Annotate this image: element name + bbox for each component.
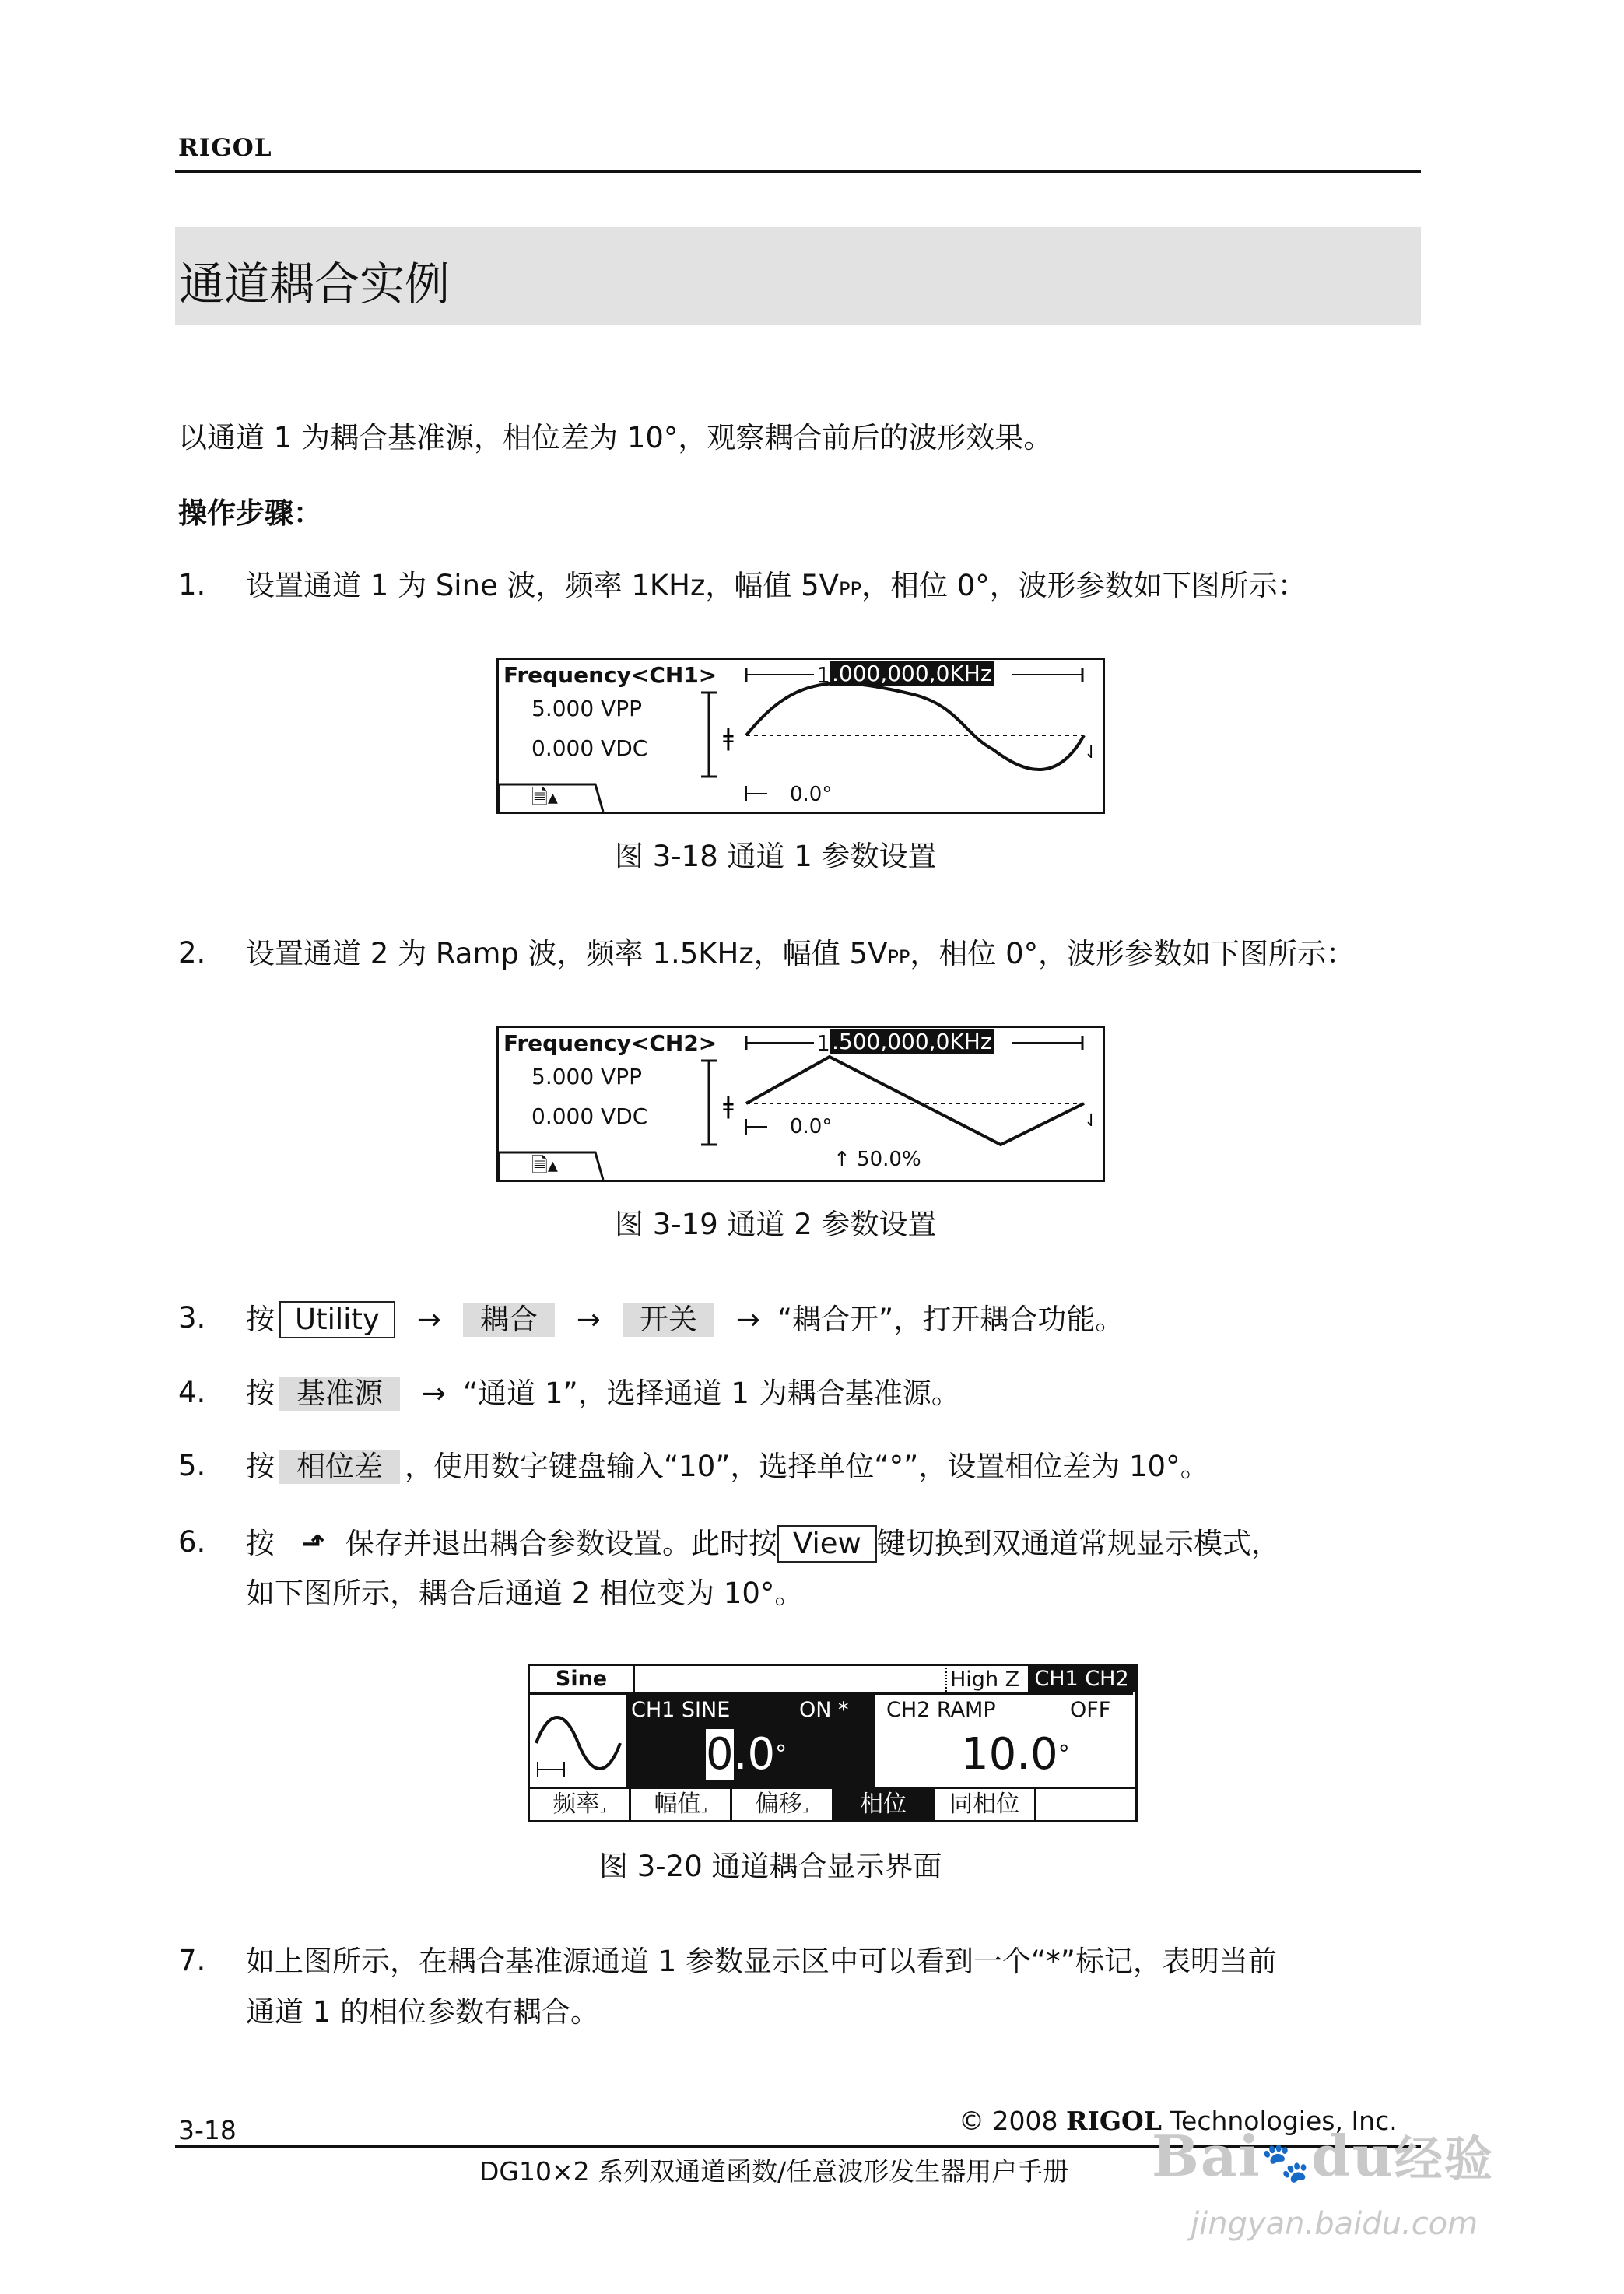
fig20-ch1-panel [626,1695,875,1787]
press-label: 按 [246,1303,275,1336]
svg-text:ǂ: ǂ [723,1093,734,1120]
step1-sub: PP [839,578,861,600]
fig20-menu-bar [530,1787,1135,1822]
fig20-ch2-label: CH2 RAMP [886,1698,996,1722]
press-label: 按 [246,1527,275,1560]
fig20-ch1-value [706,1728,787,1782]
fig20-ch1-state: ON * [799,1698,849,1722]
fig20-ch2-value [961,1728,1070,1782]
fig20-ch1-deg: ° [775,1741,787,1768]
copyright-year: © 2008 [959,2106,1058,2136]
fig20-ch2-deg: ° [1058,1741,1070,1768]
fig20-sine-icon [530,1695,626,1787]
fig18-freq-prefix: 1 [816,662,830,688]
arrow-icon: → [416,1303,441,1336]
fig20-ch2-panel [875,1695,1135,1787]
fig18-freq-value: .000,000,0KHz [832,661,992,686]
fig18-caption: 图 3-18 通道 1 参数设置 [615,840,937,873]
fig19-symmetry: ↑ 50.0% [833,1148,921,1171]
menu-item-amplitude[interactable] [631,1789,732,1822]
fig19-freq-prefix: 1 [816,1030,830,1056]
fig19-mode: Frequency<CH2> [503,1030,717,1056]
step7-line2: 通道 1 的相位参数有耦合。 [246,1995,600,2029]
step-number: 7. [178,1944,206,1977]
step-number: 1. [178,568,206,602]
menu-caret-icon: ⌟ [599,1799,606,1815]
menu-doc-icon: 🗎▴ [531,1154,558,1177]
header-brand: RIGOL [178,134,272,162]
phase-diff-softkey[interactable]: 相位差 [279,1450,400,1484]
fig20-ch1-value-int: 0 [706,1729,734,1780]
fig19-phase: 0.0° [790,1115,833,1138]
menu-item-offset[interactable] [732,1789,833,1822]
watermark-du: du [1311,2123,1394,2189]
step2-text-a: 设置通道 2 为 Ramp 波，频率 1.5KHz，幅值 5V [246,937,888,970]
utility-key[interactable]: Utility [279,1301,395,1338]
step5-tail: ，使用数字键盘输入“10”，选择单位“°”，设置相位差为 10°。 [405,1450,1209,1483]
arrow-icon: → [735,1303,760,1336]
menu-item-offset-label: 偏移 [755,1791,802,1818]
fig19-waveform [499,1028,1103,1180]
base-source-softkey[interactable]: 基准源 [279,1377,400,1411]
header-rule [175,170,1421,173]
switch-softkey[interactable]: 开关 [623,1303,714,1337]
step-number: 6. [178,1525,206,1559]
step3-text [246,1301,1124,1338]
coupling-softkey[interactable]: 耦合 [463,1303,555,1337]
copyright-company: Technologies, Inc. [1170,2106,1398,2136]
menu-item-phase[interactable]: 相位 [834,1789,935,1822]
menu-item-frequency-label: 频率 [552,1791,600,1818]
fig18-offset: 0.000 VDC [531,735,648,761]
steps-heading: 操作步骤： [178,496,322,530]
step-number: 4. [178,1376,206,1409]
fig18-mode: Frequency<CH1> [503,662,717,688]
fig20-load: High Z [945,1668,1019,1692]
watermark-jingyan: 经验 [1394,2131,1494,2187]
step6-text-a: 保存并退出耦合参数设置。此时按 [345,1527,778,1560]
fig20-ch2-value-num: 10.0 [961,1729,1058,1780]
manual-title: DG10×2 系列双通道函数/任意波形发生器用户手册 [479,2156,1069,2187]
step5-text [246,1449,1209,1485]
fig20-ch2-state: OFF [1070,1698,1111,1722]
intro-text: 以通道 1 为耦合基准源，相位差为 10°，观察耦合前后的波形效果。 [178,421,1053,454]
fig19-offset: 0.000 VDC [531,1103,648,1129]
fig20-ch-tags: CH1 CH2 [1028,1666,1135,1692]
svg-text:ǂ: ǂ [723,724,734,752]
fig19-symmetry-value: 50.0% [857,1148,921,1171]
press-label: 按 [246,1377,275,1410]
fig18-phase: 0.0° [790,783,833,806]
watermark-bai: Bai [1152,2123,1261,2189]
page-number: 3-18 [178,2115,237,2145]
fig18-waveform [499,660,1103,812]
arrow-icon: → [576,1303,601,1336]
menu-item-frequency[interactable] [530,1789,631,1822]
step2-text [246,936,1355,975]
svg-text:⇃: ⇃ [1084,1111,1099,1131]
step2-text-b: ，相位 0°，波形参数如下图所示： [910,937,1356,970]
step2-sub: PP [887,946,910,968]
step-number: 2. [178,936,206,970]
menu-item-empty[interactable] [1036,1789,1135,1822]
menu-doc-icon: 🗎▴ [531,786,558,809]
paw-icon: 🐾 [1261,2139,1312,2185]
fig19-caption: 图 3-19 通道 2 参数设置 [615,1208,937,1241]
step1-text-a: 设置通道 1 为 Sine 波，频率 1KHz，幅值 5V [246,569,839,602]
step-number: 5. [178,1449,206,1482]
step6-text [246,1525,1280,1563]
step3-tail: “耦合开”，打开耦合功能。 [777,1303,1124,1336]
watermark-logo [1152,2120,1494,2190]
step6-text-b: 键切换到双通道常规显示模式， [876,1527,1280,1560]
fig20-screen [528,1664,1138,1822]
menu-item-align-phase[interactable]: 同相位 [935,1789,1036,1822]
svg-text:⇃: ⇃ [1084,743,1099,763]
fig18-screen [496,658,1105,814]
fig19-screen [496,1026,1105,1182]
press-label: 按 [246,1450,275,1483]
step6-line2: 如下图所示，耦合后通道 2 相位变为 10°。 [246,1577,804,1610]
fig20-ch1-value-dec: .0 [733,1729,776,1780]
fig19-amp: 5.000 VPP [531,1064,642,1089]
menu-item-amplitude-label: 幅值 [654,1791,701,1818]
fig20-wave-tab: Sine [530,1666,635,1695]
step-number: 3. [178,1301,206,1335]
step4-text [246,1376,960,1412]
step1-text-b: ，相位 0°，波形参数如下图所示： [861,569,1307,602]
fig20-caption: 图 3-20 通道耦合显示界面 [599,1850,942,1883]
view-key[interactable]: View [777,1525,877,1563]
copyright-brand: RIGOL [1065,2106,1162,2136]
fig19-freq-value: .500,000,0KHz [832,1029,992,1054]
menu-caret-icon: ⌟ [801,1799,809,1815]
watermark-url: jingyan.baidu.com [1191,2206,1478,2242]
arrow-icon: → [422,1377,447,1410]
fig20-ch1-label: CH1 SINE [631,1698,731,1722]
return-key-icon[interactable]: ⬏ [301,1527,326,1560]
step7-line1: 如上图所示，在耦合基准源通道 1 参数显示区中可以看到一个“*”标记，表明当前 [246,1945,1277,1978]
step4-tail: “通道 1”，选择通道 1 为耦合基准源。 [463,1377,960,1410]
page-title: 通道耦合实例 [179,258,451,310]
fig18-amp: 5.000 VPP [531,696,642,721]
step1-text [246,568,1307,607]
menu-caret-icon: ⌟ [700,1799,707,1815]
